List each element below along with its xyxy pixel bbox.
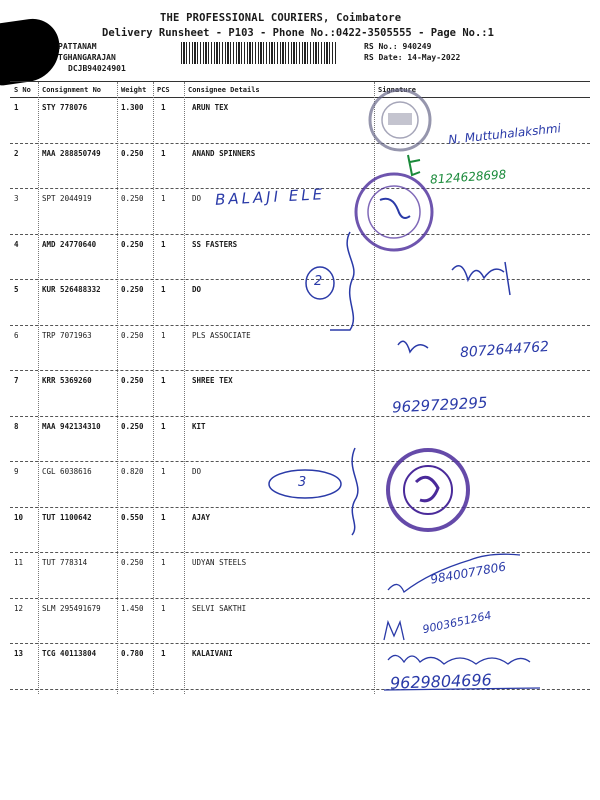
- col-signature: Signature: [378, 86, 416, 94]
- handwritten-phone: 9629729295: [391, 393, 488, 417]
- row-pcs: 1: [161, 239, 166, 249]
- handwritten-phone: 8072644762: [459, 338, 550, 362]
- row-consignee: KIT: [192, 421, 206, 431]
- signature-stroke: [452, 262, 510, 295]
- handwritten-phone: 8124628698: [429, 167, 507, 187]
- row-consignment-no: AMD 24770640: [42, 239, 97, 249]
- address-code: DCJB94024901: [68, 64, 126, 73]
- company-stamp: [356, 174, 432, 250]
- row-pcs: 1: [161, 194, 166, 203]
- col-pcs: PCS: [157, 86, 170, 94]
- row-consignment-no: TRP 7071963: [42, 330, 92, 340]
- address-line-1: PATTANAM: [58, 42, 97, 51]
- row-pcs: 1: [161, 558, 166, 567]
- row-consignee: ARUN TEX: [192, 103, 229, 112]
- page-subtitle: Delivery Runsheet - P103 - Phone No.:0422-3505555 - Page No.:1: [102, 27, 494, 39]
- row-weight: 0.250: [121, 194, 144, 203]
- signature-name: N. Muttuhalakshmi: [447, 121, 562, 147]
- row-weight: 0.250: [121, 239, 144, 249]
- row-pcs: 1: [161, 467, 166, 476]
- row-consignee: SELVI SAKTHI: [192, 603, 247, 613]
- purple-seal-stamp: [388, 450, 468, 530]
- row-consignment-no: SLM 295491679: [42, 603, 101, 613]
- row-consignment-no: CGL 6038616: [42, 467, 92, 476]
- row-consignee: AJAY: [192, 512, 211, 522]
- row-consignment-no: TCG 40113804: [42, 649, 97, 658]
- row-weight: 0.550: [121, 512, 144, 522]
- row-consignee: PLS ASSOCIATE: [192, 330, 251, 340]
- rs-number: RS No.: 940249: [364, 42, 432, 51]
- row-consignee: KALAIVANI: [192, 649, 233, 658]
- row-consignment-no: KUR 526488332: [42, 285, 101, 294]
- row-pcs: 1: [161, 148, 166, 158]
- row-pcs: 1: [161, 330, 166, 340]
- row-weight: 0.250: [121, 285, 144, 294]
- col-consignee: Consignee Details: [188, 86, 260, 94]
- row-sno: 1: [14, 103, 19, 112]
- row-consignment-no: TUT 1100642: [42, 512, 92, 522]
- handwritten-number: 2: [314, 274, 323, 289]
- row-consignment-no: STY 778076: [42, 103, 88, 112]
- tick-mark: [408, 155, 420, 175]
- row-sno: 13: [14, 649, 24, 658]
- row-sno: 7: [14, 376, 19, 385]
- row-sno: 10: [14, 512, 24, 522]
- col-sno: S No: [14, 86, 31, 94]
- row-consignment-no: KRR 5369260: [42, 376, 92, 385]
- row-pcs: 1: [161, 376, 166, 385]
- row-sno: 8: [14, 421, 19, 431]
- row-weight: 0.250: [121, 376, 144, 385]
- row-pcs: 1: [161, 512, 166, 522]
- row-consignee: SS FASTERS: [192, 239, 238, 249]
- row-consignment-no: TUT 778314: [42, 558, 88, 567]
- row-sno: 5: [14, 285, 19, 294]
- row-sno: 2: [14, 148, 19, 158]
- handwritten-phone: 9629804696: [389, 670, 493, 693]
- page-title: THE PROFESSIONAL COURIERS, Coimbatore: [160, 12, 402, 24]
- row-consignment-no: MAA 942134310: [42, 421, 101, 431]
- row-pcs: 1: [161, 603, 166, 613]
- row-sno: 3: [14, 194, 19, 203]
- row-consignee: SHREE TEX: [192, 376, 233, 385]
- col-consignment: Consignment No: [42, 86, 102, 94]
- row-weight: 0.820: [121, 467, 144, 476]
- row-consignee: DO: [192, 467, 202, 476]
- handwritten-name: BALAJI ELE: [214, 185, 326, 209]
- row-sno: 12: [14, 603, 24, 613]
- row-consignee: UDYAN STEELS: [192, 558, 247, 567]
- row-weight: 0.780: [121, 649, 144, 658]
- col-weight: Weight: [121, 86, 147, 94]
- row-weight: 1.300: [121, 103, 144, 112]
- handwritten-phone: 9840077806: [429, 559, 507, 587]
- signature-stroke: [384, 622, 404, 640]
- handwritten-number: 3: [298, 475, 307, 490]
- row-weight: 0.250: [121, 421, 144, 431]
- row-pcs: 1: [161, 103, 166, 112]
- signature-stroke: [388, 655, 530, 664]
- row-weight: 0.250: [121, 148, 144, 158]
- row-sno: 6: [14, 330, 19, 340]
- row-consignee: DO: [192, 285, 202, 294]
- row-weight: 1.450: [121, 603, 144, 613]
- row-pcs: 1: [161, 421, 166, 431]
- handwritten-phone: 9003651264: [421, 608, 493, 637]
- row-weight: 0.250: [121, 330, 144, 340]
- address-line-2: TGHANGARAJAN: [58, 53, 116, 62]
- row-pcs: 1: [161, 649, 166, 658]
- row-consignee: ANAND SPINNERS: [192, 148, 256, 158]
- row-weight: 0.250: [121, 558, 144, 567]
- row-pcs: 1: [161, 285, 166, 294]
- rs-date: RS Date: 14-May-2022: [364, 53, 461, 62]
- round-stamp: [370, 90, 430, 150]
- row-consignment-no: SPT 2044919: [42, 194, 92, 203]
- signature-stroke: [398, 341, 428, 352]
- bracket-stroke: [352, 448, 358, 535]
- row-consignee: DO: [192, 194, 202, 203]
- row-consignment-no: MAA 288850749: [42, 148, 101, 158]
- row-sno: 11: [14, 558, 24, 567]
- row-sno: 4: [14, 239, 19, 249]
- row-sno: 9: [14, 467, 19, 476]
